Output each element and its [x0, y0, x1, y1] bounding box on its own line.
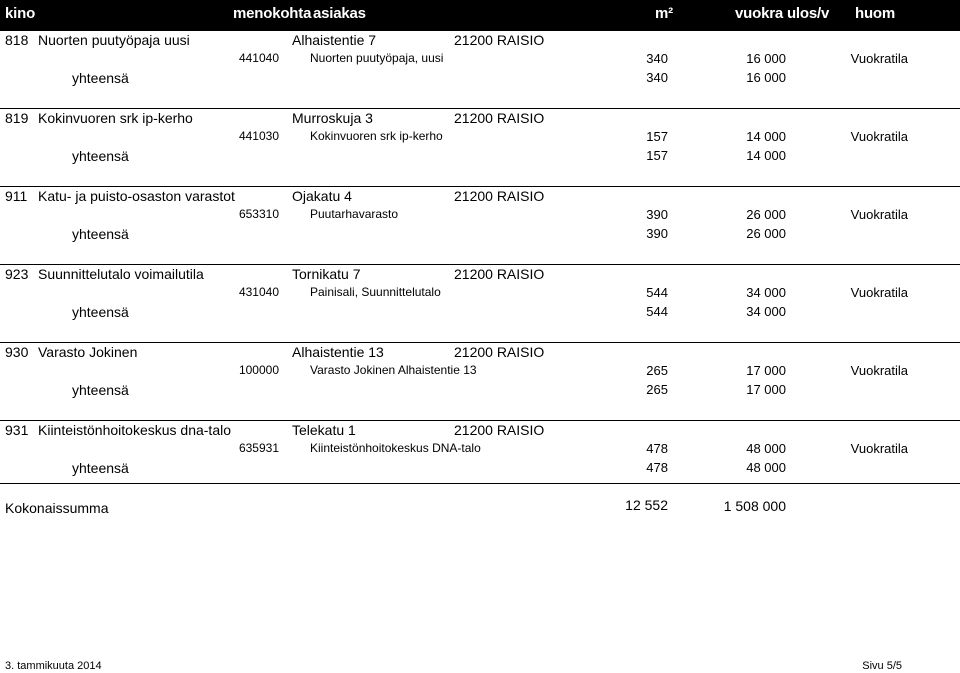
separator-line: [0, 420, 960, 421]
group-id: 930: [5, 344, 29, 360]
header-menokohta: menokohta: [233, 5, 312, 22]
total-label: yhteensä: [72, 382, 129, 398]
row-code: 441030: [238, 129, 279, 143]
column-header-bar: [0, 0, 960, 30]
separator-line: [0, 186, 960, 187]
row-customer: Kiinteistönhoitokeskus DNA-talo: [310, 441, 481, 455]
group-address: Telekatu 1: [292, 422, 356, 438]
row-customer: Nuorten puutyöpaja, uusi: [310, 51, 444, 65]
group-id: 819: [5, 110, 29, 126]
grand-total-m2: 12 552: [625, 497, 668, 513]
footer-date: 3. tammikuuta 2014: [5, 660, 102, 672]
grand-total-rent: 1 508 000: [723, 498, 786, 514]
group-address: Tornikatu 7: [292, 266, 361, 282]
group-id: 818: [5, 32, 29, 48]
row-m2: 157: [646, 129, 668, 144]
row-rent: 48 000: [746, 441, 786, 456]
header-kino: kino: [5, 5, 36, 22]
row-rent: 26 000: [746, 207, 786, 222]
row-note: Vuokratila: [850, 285, 908, 300]
row-note: Vuokratila: [850, 207, 908, 222]
row-m2: 544: [646, 285, 668, 300]
group-name: Suunnittelutalo voimailutila: [38, 266, 204, 282]
group-id: 911: [5, 188, 28, 204]
total-rent: 34 000: [746, 304, 786, 319]
group-city: 21200 RAISIO: [454, 188, 545, 204]
row-rent: 14 000: [746, 129, 786, 144]
footer-page: Sivu 5/5: [862, 660, 902, 672]
total-label: yhteensä: [72, 226, 129, 242]
row-note: Vuokratila: [850, 363, 908, 378]
header-vuokra: vuokra ulos/v: [735, 5, 830, 22]
total-rent: 48 000: [746, 460, 786, 475]
row-m2: 265: [646, 363, 668, 378]
total-label: yhteensä: [72, 304, 129, 320]
group-name: Nuorten puutyöpaja uusi: [38, 32, 190, 48]
row-rent: 16 000: [746, 51, 786, 66]
group-city: 21200 RAISIO: [454, 110, 545, 126]
row-rent: 17 000: [746, 363, 786, 378]
row-customer: Puutarhavarasto: [310, 207, 399, 221]
row-code: 635931: [238, 441, 279, 455]
total-m2: 340: [646, 70, 668, 85]
group-name: Kiinteistönhoitokeskus dna-talo: [38, 422, 232, 438]
total-rent: 14 000: [746, 148, 786, 163]
header-huom: huom: [855, 5, 896, 22]
separator-line: [0, 342, 960, 343]
row-note: Vuokratila: [850, 51, 908, 66]
group-address: Ojakatu 4: [292, 188, 352, 204]
row-customer: Kokinvuoren srk ip-kerho: [310, 129, 443, 143]
row-note: Vuokratila: [850, 129, 908, 144]
group-city: 21200 RAISIO: [454, 344, 545, 360]
group-city: 21200 RAISIO: [454, 422, 545, 438]
row-code: 100000: [238, 363, 279, 377]
row-code: 441040: [238, 51, 279, 65]
header-asiakas: asiakas: [313, 5, 366, 22]
group-address: Alhaistentie 7: [292, 32, 377, 48]
row-code: 431040: [238, 285, 279, 299]
row-customer: Painisali, Suunnittelutalo: [310, 285, 441, 299]
group-city: 21200 RAISIO: [454, 32, 545, 48]
total-m2: 265: [646, 382, 668, 397]
group-id: 931: [5, 422, 29, 438]
total-rent: 26 000: [746, 226, 786, 241]
total-rent: 17 000: [746, 382, 786, 397]
group-address: Alhaistentie 13: [292, 344, 384, 360]
separator-line: [0, 264, 960, 265]
total-m2: 390: [646, 226, 668, 241]
group-id: 923: [5, 266, 29, 282]
grand-total-label: Kokonaissumma: [5, 500, 109, 516]
group-name: Kokinvuoren srk ip-kerho: [38, 110, 193, 126]
group-name: Katu- ja puisto-osaston varastot: [38, 188, 235, 204]
row-code: 653310: [238, 207, 279, 221]
row-rent: 34 000: [746, 285, 786, 300]
row-note: Vuokratila: [850, 441, 908, 456]
total-label: yhteensä: [72, 460, 129, 476]
row-m2: 340: [646, 51, 668, 66]
separator-line: [0, 108, 960, 109]
total-label: yhteensä: [72, 70, 129, 86]
total-m2: 157: [646, 148, 668, 163]
group-address: Murroskuja 3: [292, 110, 373, 126]
row-m2: 478: [646, 441, 668, 456]
separator-line: [0, 30, 960, 31]
group-city: 21200 RAISIO: [454, 266, 545, 282]
row-customer: Varasto Jokinen Alhaistentie 13: [310, 363, 477, 377]
header-m2: m²: [655, 5, 673, 22]
group-name: Varasto Jokinen: [38, 344, 138, 360]
total-m2: 478: [646, 460, 668, 475]
total-m2: 544: [646, 304, 668, 319]
row-m2: 390: [646, 207, 668, 222]
total-label: yhteensä: [72, 148, 129, 164]
total-rent: 16 000: [746, 70, 786, 85]
separator-line: [0, 483, 960, 484]
